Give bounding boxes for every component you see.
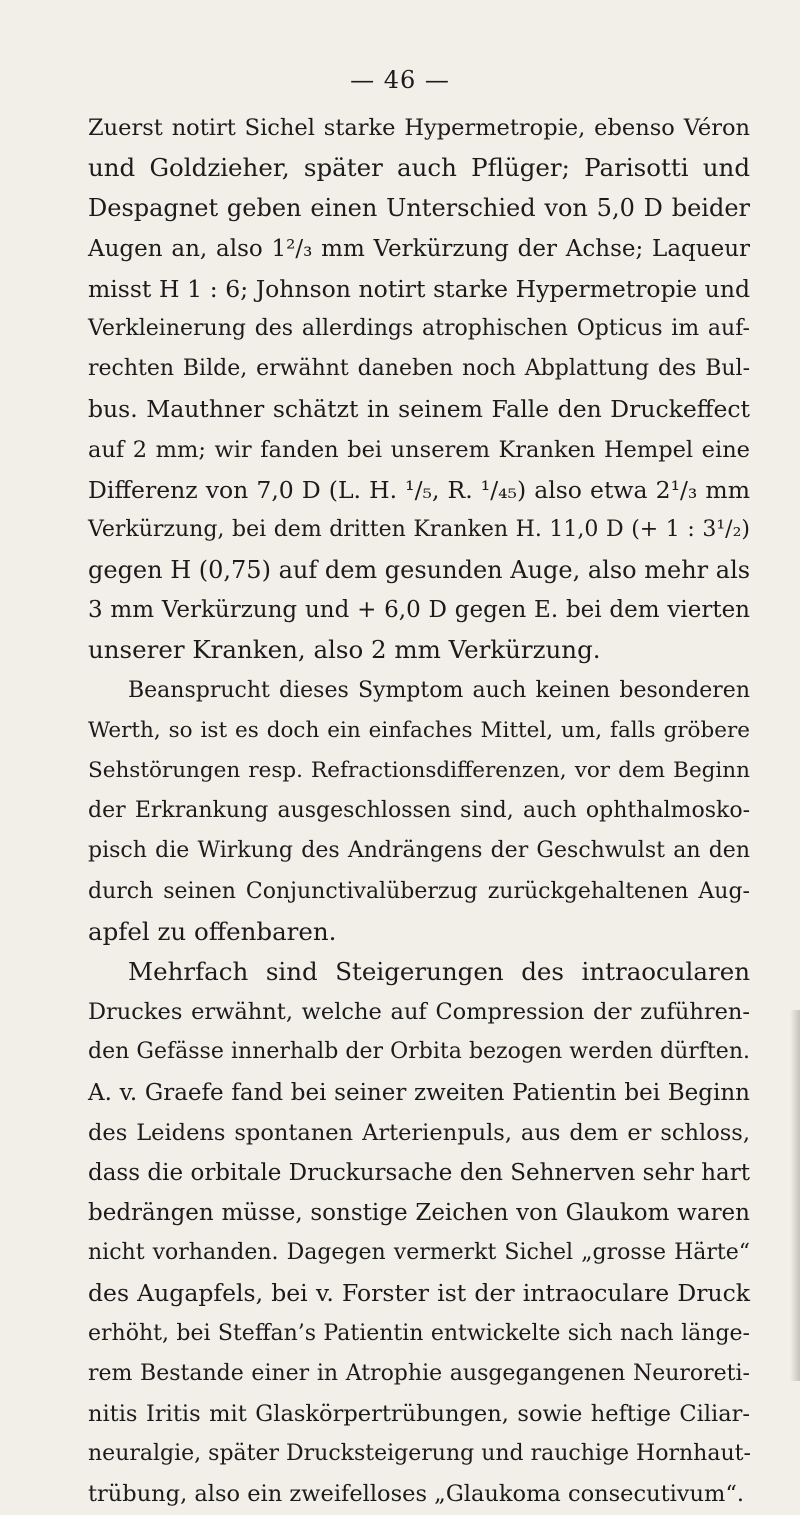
text-line: pisch die Wirkung des Andrängens der Geschwulst an den — [88, 838, 750, 864]
text-line: unserer Kranken, also 2 mm Verkürzung. — [88, 635, 601, 665]
text-line: Sehstörungen resp. Refractionsdifferenzen, vor dem Beginn — [88, 758, 750, 783]
text-line: Mehrfach sind Steigerungen des intraocularen — [128, 956, 750, 986]
text-line: gegen H (0,75) auf dem gesunden Auge, also mehr als — [88, 556, 751, 585]
text-line: rechten Bilde, erwähnt daneben noch Abplattung des Bul- — [88, 356, 750, 382]
text-line: rem Bestande einer in Atrophie ausgegangenen Neuroreti- — [88, 1360, 750, 1386]
text-line: des Augapfels, bei v. Forster ist der intraoculare Druck — [88, 1279, 750, 1308]
text-line: dass die orbitale Druckursache den Sehnerven sehr hart — [88, 1159, 750, 1186]
text-line: Verkleinerung des allerdings atrophischen Opticus im auf- — [88, 315, 750, 341]
text-line: Werth, so ist es doch ein einfaches Mittel, um, falls gröbere — [88, 717, 750, 743]
text-line: A. v. Graefe fand bei seiner zweiten Patientin bei Beginn — [88, 1079, 750, 1106]
text-line: und Goldzieher, später auch Pflüger; Parisotti und — [88, 153, 750, 183]
page-number: — 46 — — [350, 66, 450, 94]
text-line: Despagnet geben einen Unterschied von 5,0 D beider — [88, 194, 750, 223]
text-line: der Erkrankung ausgeschlossen sind, auch ophthalmosko- — [88, 798, 750, 824]
text-line: des Leidens spontanen Arterienpuls, aus dem er schloss, — [88, 1119, 750, 1146]
body-text — [88, 108, 750, 1515]
text-line: durch seinen Conjunctivalüberzug zurückgehaltenen Aug- — [88, 878, 750, 904]
text-line: nitis Iritis mit Glaskörpertrübungen, sowie heftige Ciliar- — [88, 1401, 750, 1427]
text-line: Beansprucht dieses Symptom auch keinen besonderen — [128, 677, 750, 703]
text-line: neuralgie, später Drucksteigerung und rauchige Hornhaut- — [88, 1441, 751, 1467]
text-line: misst H 1 : 6; Johnson notirt starke Hypermetropie und — [88, 274, 750, 303]
text-line: auf 2 mm; wir fanden bei unserem Kranken Hempel eine — [88, 436, 750, 463]
text-line: bedrängen müsse, sonstige Zeichen von Glaukom waren — [88, 1200, 750, 1227]
text-line: apfel zu offenbaren. — [88, 916, 337, 946]
text-line: Druckes erwähnt, welche auf Compression der zuführen- — [88, 999, 750, 1026]
text-line: Zuerst notirt Sichel starke Hypermetropie, ebenso Véron — [88, 115, 750, 141]
text-line: den Gefässe innerhalb der Orbita bezogen werden dürften. — [88, 1039, 750, 1065]
text-line: 3 mm Verkürzung und + 6,0 D gegen E. bei dem vierten — [88, 597, 750, 624]
text-line: nicht vorhanden. Dagegen vermerkt Sichel „grosse Härte“ — [88, 1240, 750, 1266]
text-line: Verkürzung, bei dem dritten Kranken H. 11,0 D (+ 1 : 3¹/₂) — [88, 516, 750, 542]
scan-edge-shadow — [790, 1010, 800, 1381]
text-line: Augen an, also 1²/₃ mm Verkürzung der Achse; Laqueur — [88, 235, 750, 262]
text-line: trübung, also ein zweifelloses „Glaukoma consecutivum“. — [88, 1481, 744, 1508]
text-line: Differenz von 7,0 D (L. H. ¹/₅, R. ¹/₄₅) also etwa 2¹/₃ mm — [88, 475, 750, 504]
text-line: bus. Mauthner schätzt in seinem Falle den Druckeffect — [88, 395, 750, 424]
text-line: erhöht, bei Steffan’s Patientin entwickelte sich nach länge- — [88, 1320, 750, 1346]
